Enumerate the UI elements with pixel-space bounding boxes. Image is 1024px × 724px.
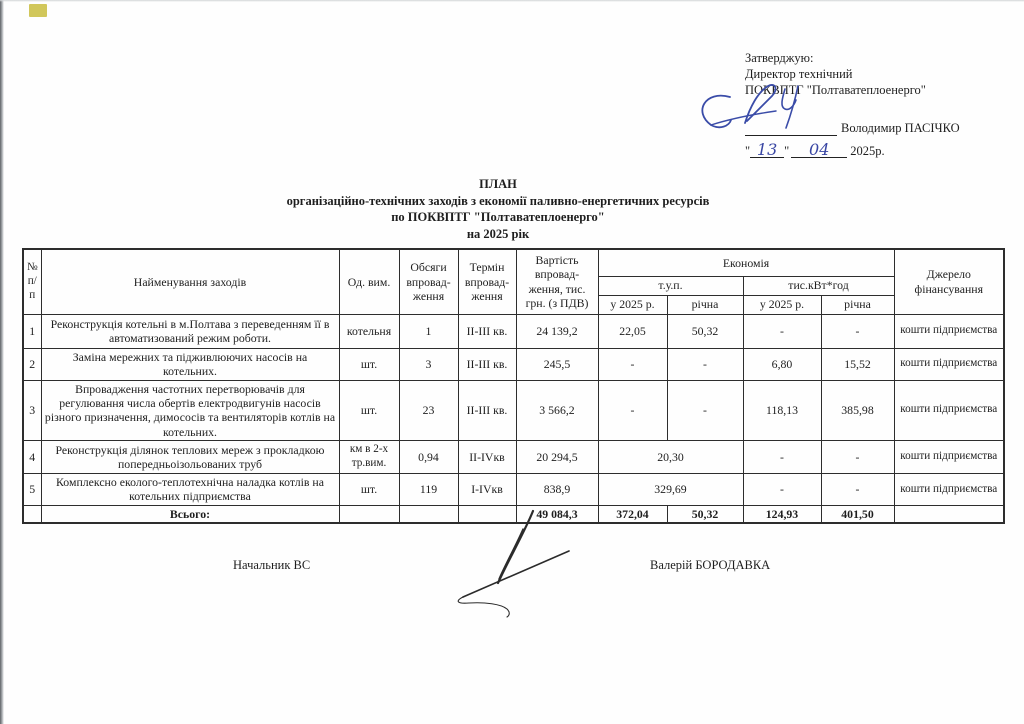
cell-kwt-2025: 6,80 <box>743 348 821 380</box>
cell-tup-year: 50,32 <box>667 314 743 348</box>
cell-unit: шт. <box>339 474 399 506</box>
cell-num: 3 <box>23 380 41 441</box>
cell-kwt-2025: 118,13 <box>743 380 821 441</box>
cell-cost: 838,9 <box>516 474 598 506</box>
cell-term: II-III кв. <box>458 380 516 441</box>
header-kwt: тис.кВт*год <box>743 276 894 295</box>
date-quote-open: " <box>745 144 751 158</box>
approval-date-line <box>745 140 885 159</box>
cell-unit: шт. <box>339 380 399 441</box>
cell-kwt-2025: - <box>743 441 821 474</box>
cell-tup-2025: 22,05 <box>598 314 667 348</box>
cell-kwt-2025: - <box>743 474 821 506</box>
cell-term: II-IVкв <box>458 441 516 474</box>
header-kwt-2025: у 2025 р. <box>743 295 821 314</box>
cell-term: I-IVкв <box>458 474 516 506</box>
cell-num: 1 <box>23 314 41 348</box>
total-kwt-2025: 124,93 <box>743 505 821 523</box>
header-source: Джерело фінансування <box>894 249 1004 314</box>
table-row <box>23 474 1004 506</box>
cell-cost: 3 566,2 <box>516 380 598 441</box>
scan-artifact-mark <box>29 4 47 17</box>
cell-num: 2 <box>23 348 41 380</box>
date-month-handwritten: 04 <box>791 143 847 158</box>
cell-source: кошти підприємства <box>894 348 1004 380</box>
cell-source-empty <box>894 505 1004 523</box>
cell-source: кошти підприємства <box>894 380 1004 441</box>
cell-tup-year: - <box>667 380 743 441</box>
date-quote-close: " <box>784 144 790 158</box>
total-label: Всього: <box>41 505 339 523</box>
cell-kwt-year: - <box>821 314 894 348</box>
cell-tup-merged: 20,30 <box>598 441 743 474</box>
cell-name: Реконструкція котельні в м.Полтава з переведенням її в автоматизований режим роботи. <box>41 314 339 348</box>
total-tup-2025: 372,04 <box>598 505 667 523</box>
table-row <box>23 348 1004 380</box>
cell-volume: 1 <box>399 314 458 348</box>
signature-chief-handwritten-icon <box>403 505 603 620</box>
cell-num: 5 <box>23 474 41 506</box>
cell-volume: 0,94 <box>399 441 458 474</box>
scan-edge-top <box>0 0 1024 2</box>
header-kwt-yearly: річна <box>821 295 894 314</box>
table-row <box>23 441 1004 474</box>
cell-volume: 119 <box>399 474 458 506</box>
cell-kwt-year: - <box>821 474 894 506</box>
cell-tup-merged: 329,69 <box>598 474 743 506</box>
plan-table <box>22 248 1005 524</box>
document-title <box>0 176 996 242</box>
header-name: Найменування заходів <box>41 249 339 314</box>
approval-position: Директор технічний <box>745 67 853 81</box>
cell-kwt-year: - <box>821 441 894 474</box>
header-unit: Од. вим. <box>339 249 399 314</box>
total-tup-year: 50,32 <box>667 505 743 523</box>
cell-source: кошти підприємства <box>894 441 1004 474</box>
cell-unit: км в 2-х тр.вим. <box>339 441 399 474</box>
header-tup: т.у.п. <box>598 276 743 295</box>
approval-company: ПОКВПТГ "Полтаватеплоенерго" <box>745 83 926 97</box>
cell-num-empty <box>23 505 41 523</box>
date-year: 2025р. <box>850 144 885 158</box>
title-line-2: організаційно-технічних заходів з економії паливно-енергетичних ресурсів <box>286 193 710 208</box>
cell-term: II-III кв. <box>458 348 516 380</box>
cell-source: кошти підприємства <box>894 314 1004 348</box>
cell-tup-year: - <box>667 348 743 380</box>
cell-cost: 20 294,5 <box>516 441 598 474</box>
table-row <box>23 380 1004 441</box>
cell-name: Комплексно еколого-теплотехнічна наладка котлів на котельних підприємства <box>41 474 339 506</box>
cell-unit: котельня <box>339 314 399 348</box>
cell-name: Реконструкція ділянок теплових мереж з прокладкою попередньоізольованих труб <box>41 441 339 474</box>
cell-name: Заміна мережних та підживлюючих насосів на котельних. <box>41 348 339 380</box>
footer-position: Начальник ВС <box>233 558 311 572</box>
cell-name: Впровадження частотних перетворювачів для регулювання числа обертів електродвигунів насосів різного призначення, димососів та вентиляторів котлів на котельних. <box>41 380 339 441</box>
title-line-1: ПЛАН <box>479 177 517 191</box>
cell-unit: шт. <box>339 348 399 380</box>
title-line-4: на 2025 рік <box>466 226 530 241</box>
cell-unit-empty <box>339 505 399 523</box>
cell-tup-2025: - <box>598 380 667 441</box>
date-day-handwritten: 13 <box>750 143 784 158</box>
header-economy: Економія <box>598 249 894 276</box>
header-cost: Вартість впровад-ження, тис. грн. (з ПДВ) <box>516 249 598 314</box>
header-volume: Обсяги впровад-ження <box>399 249 458 314</box>
title-line-3: по ПОКВПТГ "Полтаватеплоенерго" <box>391 210 605 224</box>
cell-source: кошти підприємства <box>894 474 1004 506</box>
cell-volume: 3 <box>399 348 458 380</box>
table-row <box>23 314 1004 348</box>
signature-underline <box>745 122 837 136</box>
cell-num: 4 <box>23 441 41 474</box>
cell-kwt-year: 15,52 <box>821 348 894 380</box>
total-kwt-year: 401,50 <box>821 505 894 523</box>
header-tup-2025: у 2025 р. <box>598 295 667 314</box>
total-cost: 49 084,3 <box>516 505 598 523</box>
cell-term: II-III кв. <box>458 314 516 348</box>
cell-volume: 23 <box>399 380 458 441</box>
approval-signature-line <box>745 121 960 136</box>
cell-kwt-2025: - <box>743 314 821 348</box>
footer-name: Валерій БОРОДАВКА <box>650 558 771 572</box>
cell-cost: 245,5 <box>516 348 598 380</box>
approval-heading: Затверджую: <box>745 51 814 65</box>
cell-cost: 24 139,2 <box>516 314 598 348</box>
cell-kwt-year: 385,98 <box>821 380 894 441</box>
header-tup-yearly: річна <box>667 295 743 314</box>
approval-name: Володимир ПАСІЧКО <box>841 121 960 135</box>
header-term: Термін впровад-ження <box>458 249 516 314</box>
header-num: № п/п <box>23 249 41 314</box>
scan-edge-left <box>0 0 4 724</box>
cell-tup-2025: - <box>598 348 667 380</box>
